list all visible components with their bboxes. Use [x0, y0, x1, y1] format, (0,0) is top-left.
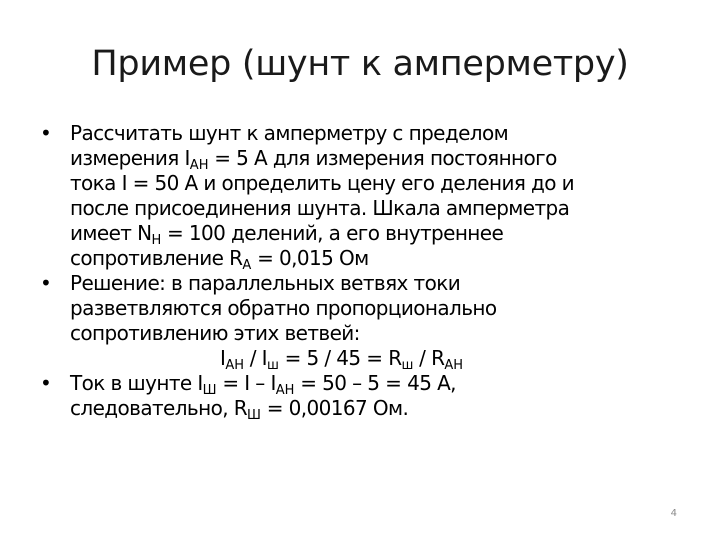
bullet-marker: •	[40, 121, 52, 145]
current-ratio-formula: $I_{АН} / I_ш = 5 / 45 = R_ш / R_{АН}$	[220, 346, 464, 373]
text-line: следовательно, $R_Ш = 0,00167$ Ом.	[70, 396, 409, 423]
text-line: после присоединения шунта. Шкала амперметра	[70, 196, 570, 220]
bullet-marker: •	[40, 271, 52, 295]
text-line: сопротивление $R_А = 0,015$ Ом	[70, 246, 369, 273]
text-line: тока I = 50 А и определить цену его деления до и	[70, 171, 575, 195]
bullet-list	[40, 121, 700, 421]
text-line: Ток в шунте $I_Ш = I - I_{АН} = 50 - 5 = 45$ А,	[70, 371, 456, 398]
bullet-item-solution	[40, 271, 700, 371]
bullet-item-result	[40, 371, 700, 421]
slide-title: Пример (шунт к амперметру)	[91, 44, 629, 84]
page-number: 4	[670, 508, 677, 519]
bullet-marker: •	[40, 371, 52, 395]
text-line: сопротивлению этих ветвей:	[70, 321, 360, 345]
text-line: Решение: в параллельных ветвях токи	[70, 271, 461, 295]
text-line: Рассчитать шунт к амперметру с пределом	[70, 121, 509, 145]
text-line: разветвляются обратно пропорционально	[70, 296, 497, 320]
bullet-item-task	[40, 121, 700, 271]
text-line: измерения $I_{АН} = 5$ А для измерения постоянного	[70, 146, 557, 173]
text-line: имеет $N_Н = 100$ делений, а его внутреннее	[70, 221, 504, 248]
